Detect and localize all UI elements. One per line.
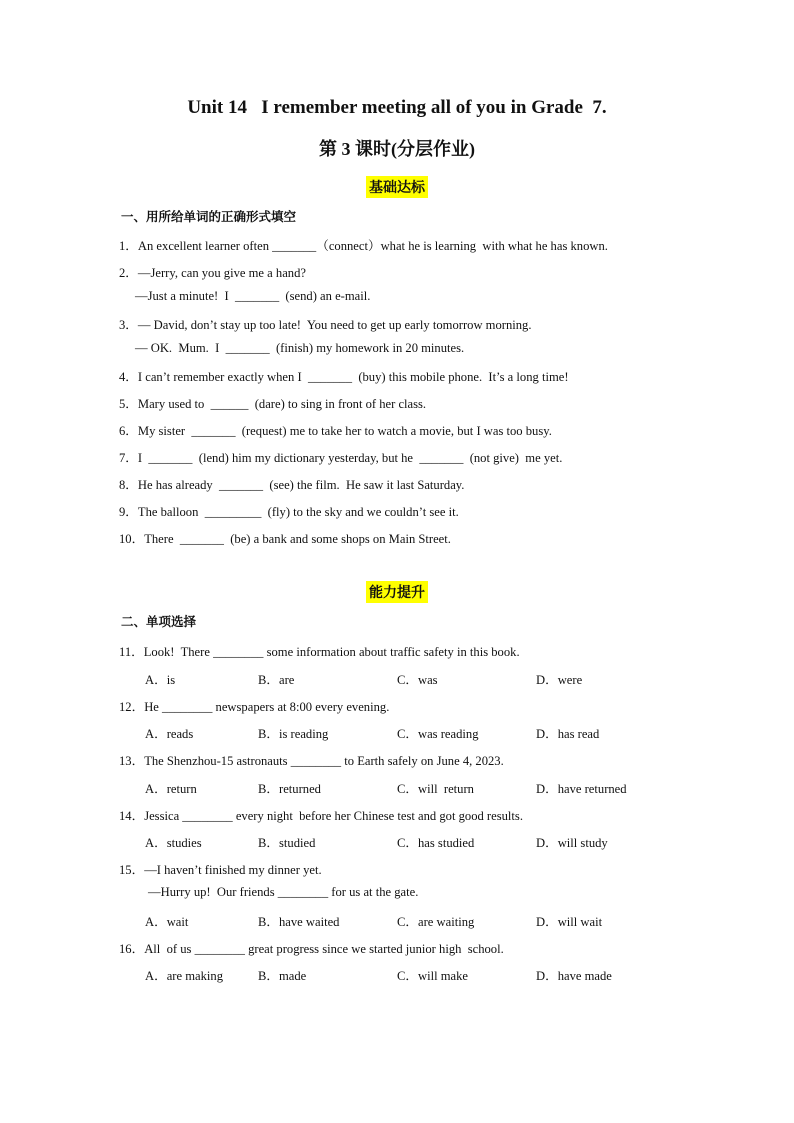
question-13: 13．The Shenzhou-15 astronauts ________ to Earth safely on June 4, 2023. bbox=[119, 754, 504, 768]
question-3-reply: — OK. Mum. I _______ (finish) my homework in 20 minutes. bbox=[135, 341, 465, 355]
question-13-option-c: C．will return bbox=[397, 782, 474, 796]
question-14-option-a: A．studies bbox=[145, 836, 202, 850]
question-14-option-d: D．will study bbox=[536, 836, 608, 850]
badge-basic: 基础达标 bbox=[366, 176, 428, 198]
question-11-option-c: C．was bbox=[397, 673, 438, 687]
question-5: 5．Mary used to ______ (dare) to sing in front of her class. bbox=[119, 397, 427, 411]
question-15: 15．—I haven’t finished my dinner yet. bbox=[119, 863, 322, 877]
question-16: 16．All of us ________ great progress since we started junior high school. bbox=[119, 942, 504, 956]
question-15-option-c: C．are waiting bbox=[397, 915, 475, 929]
question-7: 7．I _______ (lend) him my dictionary yesterday, but he _______ (not give) me yet. bbox=[119, 451, 563, 465]
question-15-reply: —Hurry up! Our friends ________ for us at the gate. bbox=[148, 885, 419, 899]
badge-advanced-wrap bbox=[0, 581, 794, 603]
question-3: 3．— David, don’t stay up too late! You need to get up early tomorrow morning. bbox=[119, 318, 532, 332]
question-16-option-a: A．are making bbox=[145, 969, 223, 983]
question-2: 2．—Jerry, can you give me a hand? bbox=[119, 266, 306, 280]
question-15-option-d: D．will wait bbox=[536, 915, 603, 929]
badge-advanced: 能力提升 bbox=[366, 581, 428, 603]
question-1: 1．An excellent learner often _______（connect）what he is learning with what he has known. bbox=[119, 239, 608, 253]
page-subtitle: 第 3 课时(分层作业) bbox=[319, 139, 475, 159]
question-16-option-c: C．will make bbox=[397, 969, 469, 983]
question-12-option-a: A．reads bbox=[145, 727, 194, 741]
question-16-option-d: D．have made bbox=[536, 969, 612, 983]
question-10: 10．There _______ (be) a bank and some shops on Main Street. bbox=[119, 532, 451, 546]
question-12-option-d: D．has read bbox=[536, 727, 600, 741]
question-13-option-a: A．return bbox=[145, 782, 197, 796]
question-16-option-b: B．made bbox=[258, 969, 307, 983]
question-11-option-a: A．is bbox=[145, 673, 176, 687]
question-2-reply: —Just a minute! I _______ (send) an e-mail. bbox=[135, 289, 371, 303]
question-4: 4．I can’t remember exactly when I _______ (buy) this mobile phone. It’s a long time! bbox=[119, 370, 569, 384]
question-14-option-c: C．has studied bbox=[397, 836, 475, 850]
question-13-option-d: D．have returned bbox=[536, 782, 627, 796]
question-15-option-b: B．have waited bbox=[258, 915, 340, 929]
section-heading-choice: 二、单项选择 bbox=[121, 614, 197, 629]
question-15-option-a: A．wait bbox=[145, 915, 189, 929]
question-12-option-c: C．was reading bbox=[397, 727, 479, 741]
question-6: 6．My sister _______ (request) me to take her to watch a movie, but I was too busy. bbox=[119, 424, 552, 438]
question-8: 8．He has already _______ (see) the film. He saw it last Saturday. bbox=[119, 478, 465, 492]
question-11: 11．Look! There ________ some information about traffic safety in this book. bbox=[119, 645, 520, 659]
page-title: Unit 14 I remember meeting all of you in Grade 7. bbox=[187, 97, 607, 118]
badge-basic-wrap bbox=[0, 176, 794, 198]
question-14-option-b: B．studied bbox=[258, 836, 316, 850]
question-12-option-b: B．is reading bbox=[258, 727, 329, 741]
question-12: 12．He ________ newspapers at 8:00 every evening. bbox=[119, 700, 390, 714]
question-14: 14．Jessica ________ every night before her Chinese test and got good results. bbox=[119, 809, 523, 823]
question-13-option-b: B．returned bbox=[258, 782, 321, 796]
question-11-option-d: D．were bbox=[536, 673, 583, 687]
section-heading-fill: 一、用所给单词的正确形式填空 bbox=[121, 209, 297, 224]
question-11-option-b: B．are bbox=[258, 673, 295, 687]
question-9: 9．The balloon _________ (fly) to the sky and we couldn’t see it. bbox=[119, 505, 459, 519]
